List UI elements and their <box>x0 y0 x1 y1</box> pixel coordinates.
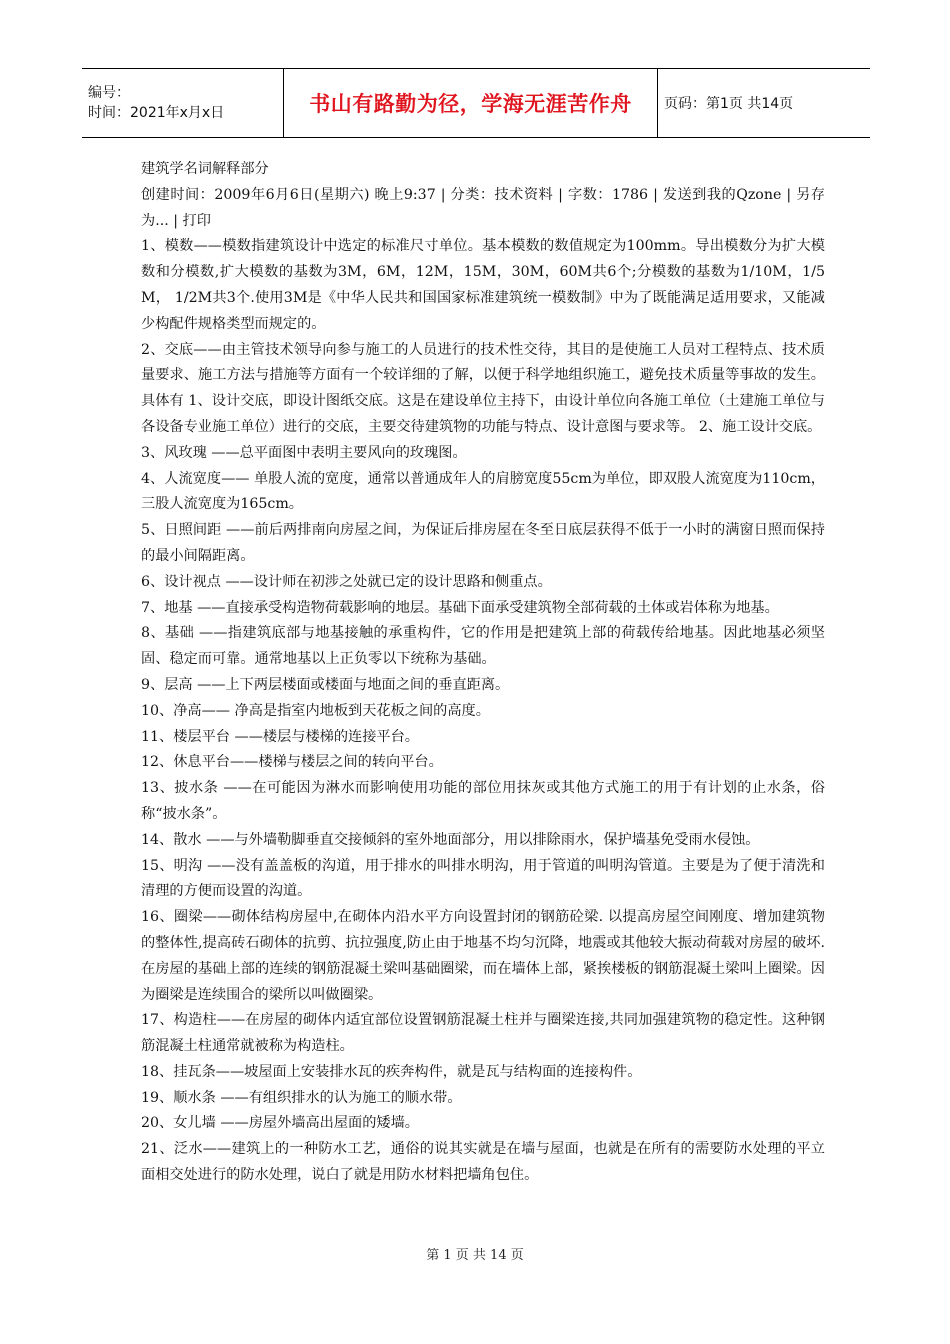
paragraph: 4、人流宽度—— 单股人流的宽度，通常以普通成年人的肩膀宽度55cm为单位，即双股人流宽度为110cm，三股人流宽度为165cm。 <box>141 470 825 513</box>
paragraph: 3、风玫瑰 ——总平面图中表明主要风向的玫瑰图。 <box>141 444 467 461</box>
article-title: 建筑学名词解释部分 <box>141 161 269 177</box>
paragraph: 12、休息平台——楼梯与楼层之间的转向平台。 <box>141 754 443 771</box>
paragraph: 8、基础 ——指建筑底部与地基接触的承重构件，它的作用是把建筑上部的荷载传给地基。因此地基必须坚固、稳定而可靠。通常地基以上正负零以下统称为基础。 <box>141 625 825 668</box>
paragraph: 15、明沟 ——没有盖盖板的沟道，用于排水的叫排水明沟，用于管道的叫明沟管道。主要是为了便于清洗和清理的方便而设置的沟道。 <box>141 857 825 900</box>
page-footer: 第 1 页 共 14 页 <box>426 1248 524 1263</box>
paragraph: 6、设计视点 ——设计师在初涉之处就已定的设计思路和侧重点。 <box>141 573 552 590</box>
paragraph: 13、披水条 ——在可能因为淋水而影响使用功能的部位用抹灰或其他方式施工的用于有计划的止水条，俗称“披水条”。 <box>141 780 825 822</box>
paragraph: 9、层高 ——上下两层楼面或楼面与地面之间的垂直距离。 <box>141 676 510 693</box>
date-label: 时间：2021年x月x日 <box>88 105 225 121</box>
document-header <box>82 68 870 138</box>
paragraph: 19、顺水条 ——有组织排水的认为施工的顺水带。 <box>141 1089 462 1106</box>
paragraph: 20、女儿墙 ——房屋外墙高出屋面的矮墙。 <box>141 1115 419 1132</box>
paragraph: 5、日照间距 ——前后两排南向房屋之间，为保证后排房屋在冬至日底层获得不低于一小时的满窗日照而保持的最小间隔距离。 <box>141 522 825 564</box>
paragraph: 16、圈梁——砌体结构房屋中,在砌体内沿水平方向设置封闭的钢筋砼梁. 以提高房屋空间刚度、增加建筑物的整体性,提高砖石砌体的抗剪、抗拉强度,防止由于地基不均匀沉降，地震或其他较大振动荷载对房屋的破坏.在房屋的基础上部的连续的钢筋混凝土梁叫基础圈梁，而在墙体上部，紧挨楼板的钢筋混凝土梁叫上圈梁。因为圈梁是连续围合的梁所以叫做圈梁。 <box>141 909 825 1003</box>
paragraph: 14、散水 ——与外墙勒脚垂直交接倾斜的室外地面部分，用以排除雨水，保护墙基免受雨水侵蚀。 <box>141 831 760 848</box>
paragraph: 7、地基 ——直接承受构造物荷载影响的地层。基础下面承受建筑物全部荷载的土体或岩体称为地基。 <box>141 599 779 616</box>
header-meta-cell <box>82 69 284 137</box>
paragraph: 17、构造柱——在房屋的砌体内适宜部位设置钢筋混凝土柱并与圈梁连接,共同加强建筑物的稳定性。这种钢筋混凝土柱通常就被称为构造柱。 <box>141 1012 825 1055</box>
paragraph: 10、净高—— 净高是指室内地板到天花板之间的高度。 <box>141 702 490 719</box>
motto-text: 书山有路勤为径，学海无涯苦作舟 <box>309 92 632 116</box>
paragraph: 1、模数——模数指建筑设计中选定的标准尺寸单位。基本模数的数值规定为100mm。导出模数分为扩大模数和分模数,扩大模数的基数为3M，6M，12M，15M，30M，60M共6个;分模数的基数为1/10M，1/5M， 1/2M共3个.使用3M是《中华人民共和国国家标准建筑统一模数制》中为了既能满足适用要求，又能减少构配件规格类型而规定的。 <box>141 238 825 332</box>
paragraph: 18、挂瓦条——坡屋面上安装排水瓦的疾奔构件，就是瓦与结构面的连接构件。 <box>141 1063 642 1080</box>
paragraph: 11、楼层平台 ——楼层与楼梯的连接平台。 <box>141 728 419 745</box>
article-body <box>141 157 825 1189</box>
paragraph: 2、交底——由主管技术领导向参与施工的人员进行的技术性交待，其目的是使施工人员对工程特点、技术质量要求、施工方法与措施等方面有一个较详细的了解，以便于科学地组织施工，避免技术质量等事故的发生。具体有 1、设计交底，即设计图纸交底。这是在建设单位主持下，由设计单位向各施工单位（土建施工单位与各设备专业施工单位）进行的交底，主要交待建筑物的功能与特点、设计意图与要求等。 2、施工设计交底。 <box>141 341 825 435</box>
article-meta: 创建时间：2009年6月6日(星期六) 晚上9:37 | 分类：技术资料 | 字数：1786 | 发送到我的Qzone | 另存为... | 打印 <box>141 186 825 229</box>
header-motto-cell <box>284 69 658 137</box>
serial-number-label: 编号： <box>88 85 130 101</box>
paragraph: 21、泛水——建筑上的一种防水工艺，通俗的说其实就是在墙与屋面，也就是在所有的需要防水处理的平立面相交处进行的防水处理，说白了就是用防水材料把墙角包住。 <box>141 1141 825 1184</box>
page-info: 页码：第1页 共14页 <box>664 96 794 112</box>
header-page-cell <box>658 69 870 137</box>
